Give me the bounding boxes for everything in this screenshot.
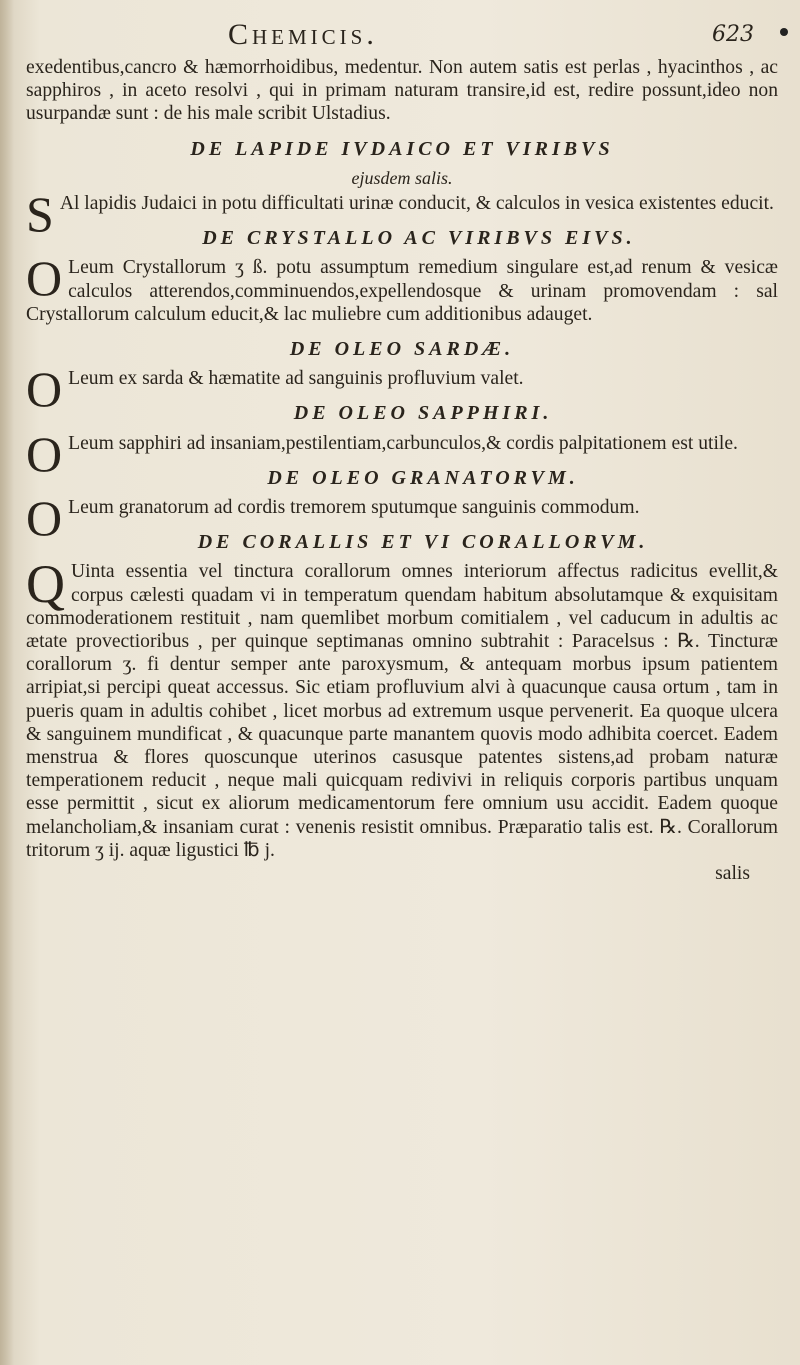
section-heading-crystallus: DE CRYSTALLO AC VIRIBVS EIVS. (202, 227, 636, 250)
drop-cap: Q (26, 554, 65, 615)
section-heading-lapis-judaicus: DE LAPIDE IVDAICO ET VIRIBVS (190, 137, 614, 160)
paragraph-crystallus (26, 250, 778, 326)
page-body (26, 56, 778, 885)
section-subheading: ejusdem salis. (351, 167, 453, 188)
section-heading-granata: DE OLEO GRANATORVM. (267, 466, 579, 489)
paragraph-text: Leum sapphiri ad insaniam,pestilentiam,carbunculos,& cordis palpitationem est utile. (68, 432, 738, 454)
drop-cap: S (26, 186, 54, 243)
paragraph-text: Al lapidis Judaici in potu difficultati urinæ conducit, & calculos in vesica existentes educit. (59, 193, 774, 215)
paragraph-text: Leum Crystallorum ʒ ß. potu assumptum remedium singulare est,ad renum & vesicæ calculos atterendos,comminuendos,expellendosque & urinam promovendam : sal Crystallorum calculum educit,& lac muliebre cum additionibus adauget. (26, 257, 778, 325)
paragraph-text: Uinta essentia vel tinctura corallorum omnes interiorum affectus radicitus evellit,& corpus cælesti quadam vi in temperatum quendam habitum absolutamque & exquisitam commoderationem restituit , nam quemlibet morbum comitialem , vel caducum in adultis ac ætate provectioribus , per quinque septimanas omnino subtrahit : Paracelsus : ℞. Tincturæ corallorum ʒ. fi dentur semper ante paroxysmum, & antequam morbus ipsum patientem arripiat,si percipi queat accessus. Sic etiam profluvium alvi à quacunque causa ortum , tam in pueris quam in adultis cohibet , licet morbus ad extremum usque pervenerit. Ea quoque ulcera & sanguinem mundificat , & quacunque parte manantem quovis modo adhibita coercet. Eadem menstrua & flores quoscunque uterinos casusque patentes sistens,ad probam naturæ temperationem reducit , neque mali quicquam redivivi in reliquis corporis partibus unquam esse permittit , sicut ex aliorum medicamentorum fere omnium usu accidit. Eadem quoque melancholiam,& insaniam curat : venenis resistit omnibus. Præparatio talis est. ℞. Corallorum tritorum ʒ ij. aquæ ligustici ℔ j. (26, 561, 778, 861)
running-title: Chemicis. (228, 18, 378, 51)
drop-cap: O (26, 425, 63, 482)
page-number: 623 (712, 22, 754, 47)
drop-cap: O (26, 361, 63, 418)
section-heading-sapphirus: DE OLEO SAPPHIRI. (293, 402, 553, 425)
section-heading-sarda: DE OLEO SARDÆ. (289, 338, 515, 361)
drop-cap: O (26, 490, 63, 547)
section-heading-corallia: DE CORALLIS ET VI CORALLORVM. (197, 531, 649, 554)
page-gutter-shadow (0, 0, 14, 1365)
paragraph-text: Leum granatorum ad cordis tremorem sputumque sanguinis commodum. (68, 497, 640, 519)
page-header (0, 10, 800, 50)
paragraph-text: Leum ex sarda & hæmatite ad sanguinis profluvium valet. (68, 368, 524, 390)
catchword: salis (715, 863, 750, 885)
drop-cap: O (26, 250, 63, 307)
paragraph-corallia (26, 554, 778, 862)
paragraph-continuation: exedentibus,cancro & hæmorrhoidibus, medentur. Non autem satis est perlas , hyacinthos , ac sapphiros , in aceto resolvi , qui in primam naturam transire,id est, redire possunt,ideo non usurpandæ sunt : de his male scribit Ulstadius. (26, 57, 778, 125)
